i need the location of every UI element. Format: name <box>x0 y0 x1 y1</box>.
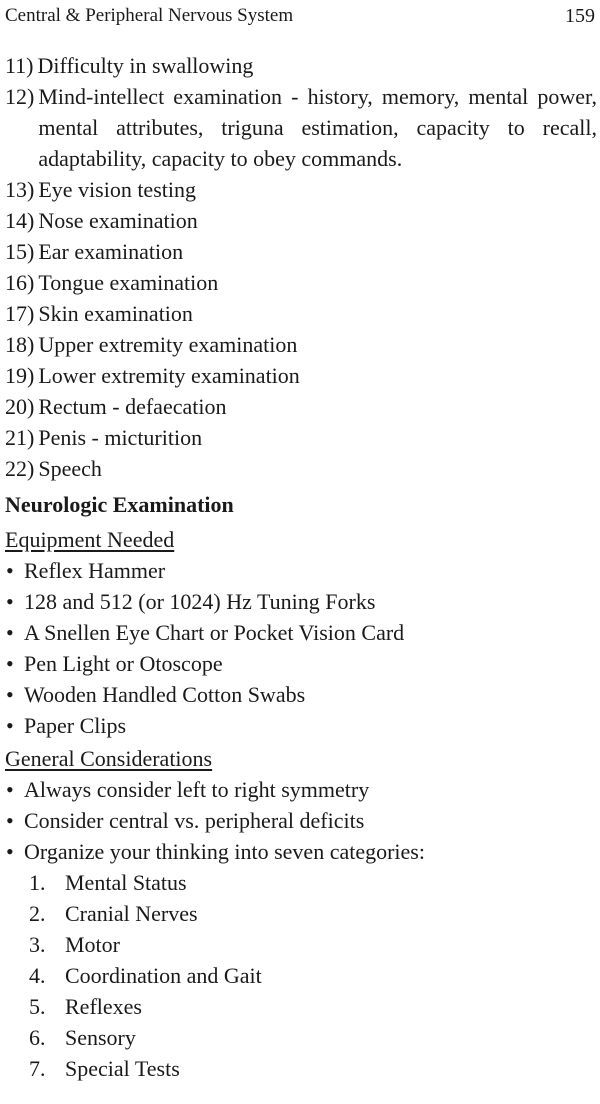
item-number: 11) <box>5 53 34 78</box>
list-item <box>5 50 597 81</box>
bullet-icon: • <box>6 839 14 864</box>
list-item <box>29 991 597 1022</box>
list-item <box>29 867 597 898</box>
item-number: 12) <box>5 84 35 109</box>
item-text: Consider central vs. peripheral deficits <box>24 808 365 833</box>
list-item <box>5 205 597 236</box>
bullet-icon: • <box>6 808 14 833</box>
list-item <box>5 586 597 617</box>
list-item <box>29 929 597 960</box>
chapter-title: Central & Peripheral Nervous System <box>5 5 294 26</box>
item-text: Wooden Handled Cotton Swabs <box>24 682 306 707</box>
list-item <box>5 648 597 679</box>
bullet-icon: • <box>6 682 14 707</box>
item-text: Reflex Hammer <box>24 558 166 583</box>
item-number: 6. <box>29 1025 46 1050</box>
running-head <box>5 2 595 30</box>
page-body <box>5 50 597 1084</box>
item-text: Speech <box>38 456 102 481</box>
equipment-heading: Equipment Needed <box>5 527 175 552</box>
item-number: 17) <box>5 301 35 326</box>
item-text: Sensory <box>65 1025 136 1050</box>
list-item <box>5 555 597 586</box>
list-item <box>5 805 597 836</box>
item-text: Penis - micturition <box>38 425 203 450</box>
list-item <box>5 422 597 453</box>
bullet-icon: • <box>6 558 14 583</box>
list-item <box>5 453 597 484</box>
item-text: Always consider left to right symmetry <box>24 777 370 802</box>
list-item <box>29 960 597 991</box>
item-number: 16) <box>5 270 35 295</box>
list-item <box>5 236 597 267</box>
considerations-list <box>5 774 597 867</box>
equipment-list <box>5 555 597 741</box>
considerations-heading: General Considerations <box>5 746 213 771</box>
item-text: Special Tests <box>65 1056 180 1081</box>
item-number: 7. <box>29 1056 46 1081</box>
item-text: Difficulty in swallowing <box>37 53 254 78</box>
list-item <box>29 1053 597 1084</box>
item-text: Mental Status <box>65 870 187 895</box>
item-text: Tongue examination <box>38 270 219 295</box>
page-number: 159 <box>565 5 595 27</box>
item-number: 14) <box>5 208 35 233</box>
list-item <box>5 174 597 205</box>
examination-numbered-list <box>5 50 597 484</box>
item-text: Lower extremity examination <box>38 363 300 388</box>
item-text: Ear examination <box>38 239 184 264</box>
list-item <box>29 1022 597 1053</box>
item-text: Reflexes <box>65 994 142 1019</box>
list-item <box>5 617 597 648</box>
item-text: Mind-intellect examination - history, memory, mental power, mental attributes, triguna estimation, capacity to recall, adaptability, capacity to obey commands. <box>38 84 597 171</box>
item-text: Organize your thinking into seven categories: <box>24 839 425 864</box>
categories-ordered-list <box>5 867 597 1084</box>
item-number: 13) <box>5 177 35 202</box>
item-number: 4. <box>29 963 46 988</box>
item-text: Motor <box>65 932 120 957</box>
item-number: 21) <box>5 425 35 450</box>
item-text: Paper Clips <box>24 713 127 738</box>
item-number: 18) <box>5 332 35 357</box>
item-number: 2. <box>29 901 46 926</box>
item-number: 1. <box>29 870 46 895</box>
bullet-icon: • <box>6 777 14 802</box>
list-item <box>5 298 597 329</box>
item-text: Eye vision testing <box>38 177 196 202</box>
item-number: 22) <box>5 456 35 481</box>
list-item <box>5 836 597 867</box>
list-item <box>5 360 597 391</box>
list-item <box>5 679 597 710</box>
list-item <box>5 774 597 805</box>
bullet-icon: • <box>6 589 14 614</box>
item-text: Rectum - defaecation <box>38 394 227 419</box>
item-number: 3. <box>29 932 46 957</box>
section-heading: Neurologic Examination <box>5 492 234 517</box>
item-text: Upper extremity examination <box>38 332 298 357</box>
list-item <box>5 81 597 174</box>
item-number: 20) <box>5 394 35 419</box>
item-text: Cranial Nerves <box>65 901 198 926</box>
bullet-icon: • <box>6 713 14 738</box>
list-item <box>5 710 597 741</box>
item-text: Nose examination <box>38 208 198 233</box>
list-item <box>5 391 597 422</box>
list-item <box>5 329 597 360</box>
item-number: 5. <box>29 994 46 1019</box>
item-text: Skin examination <box>38 301 193 326</box>
item-number: 19) <box>5 363 35 388</box>
list-item <box>5 267 597 298</box>
item-number: 15) <box>5 239 35 264</box>
list-item <box>29 898 597 929</box>
item-text: Coordination and Gait <box>65 963 262 988</box>
item-text: Pen Light or Otoscope <box>24 651 223 676</box>
item-text: 128 and 512 (or 1024) Hz Tuning Forks <box>24 589 376 614</box>
bullet-icon: • <box>6 651 14 676</box>
item-text: A Snellen Eye Chart or Pocket Vision Card <box>24 620 405 645</box>
bullet-icon: • <box>6 620 14 645</box>
